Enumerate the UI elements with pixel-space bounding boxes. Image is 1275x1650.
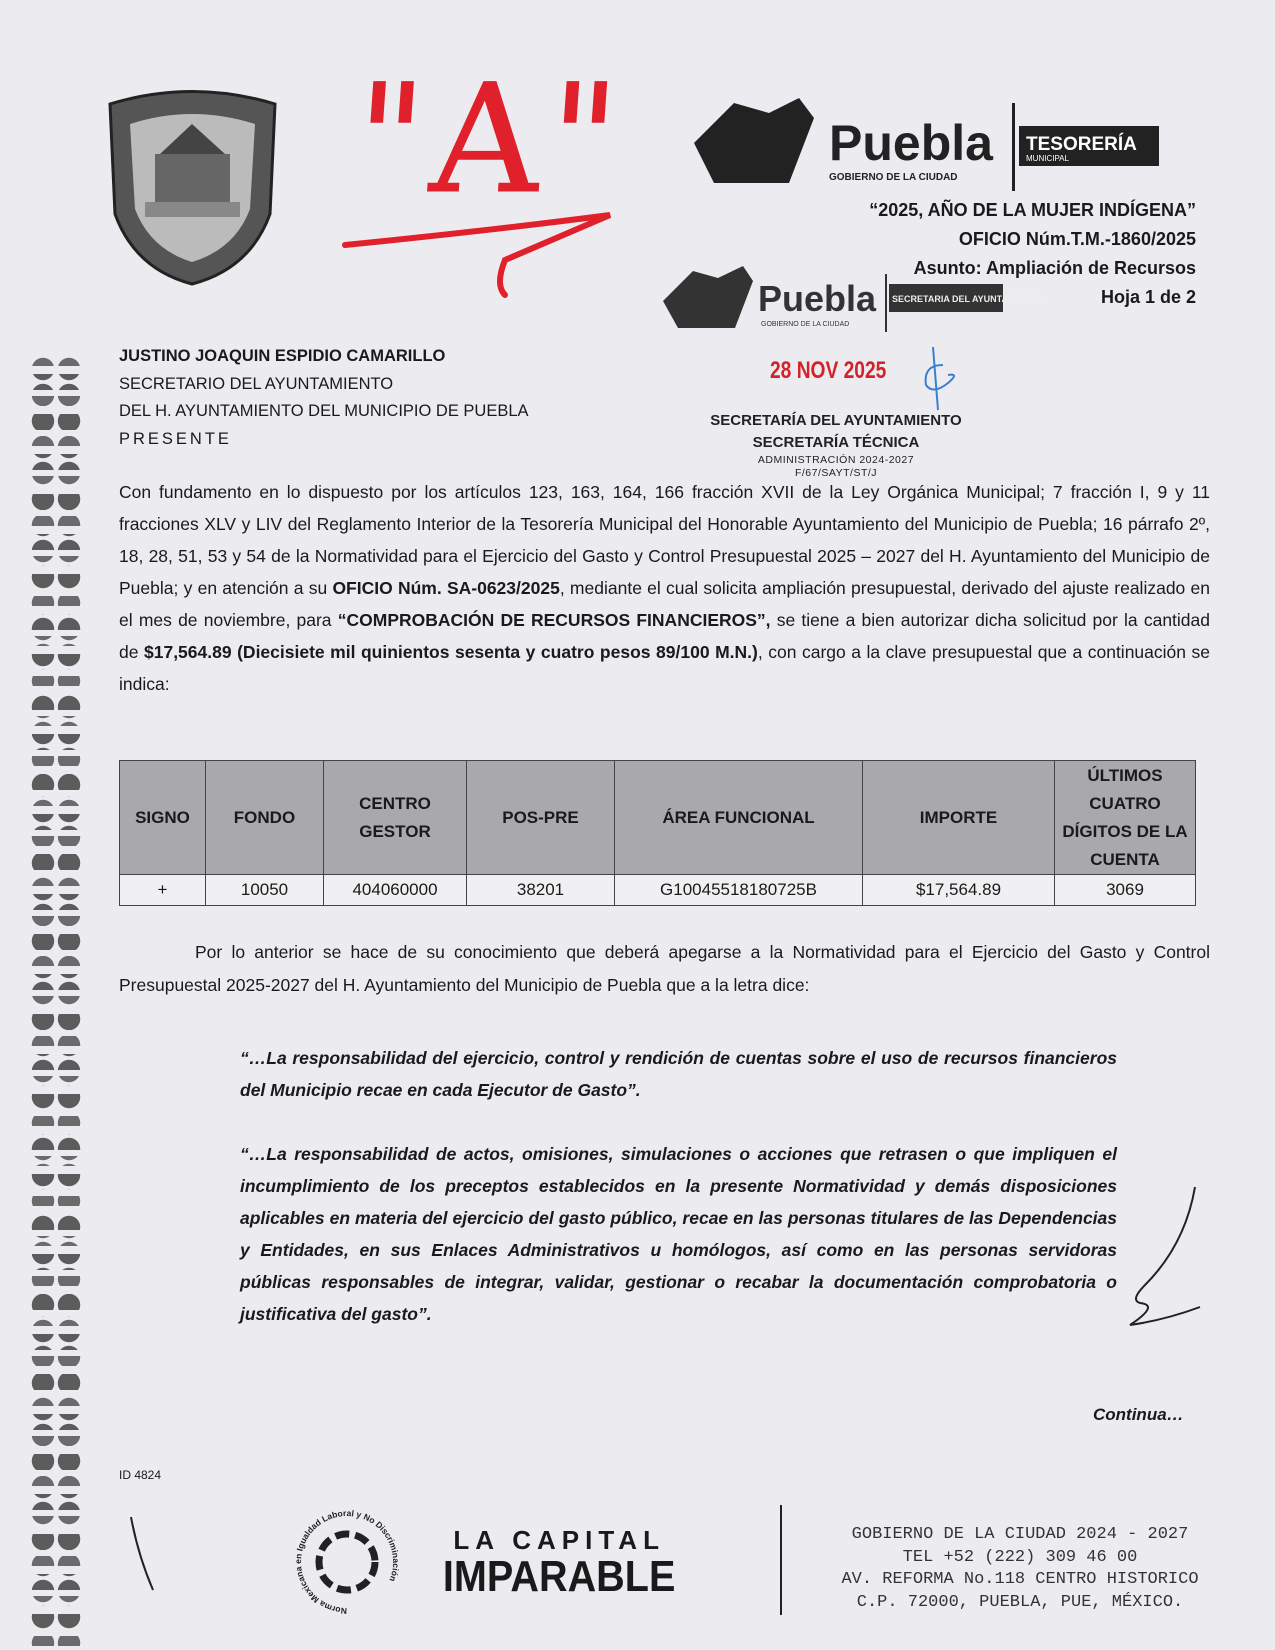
presente: PRESENTE [119,429,232,448]
addressee-title: SECRETARIO DEL AYUNTAMIENTO [119,374,394,393]
handwritten-arrow-mark [345,45,625,300]
stamp-line: ADMINISTRACIÓN 2024-2027 [757,454,915,466]
city-seal-icon [100,84,285,289]
budget-key-table [119,760,1196,906]
continua-label: Continua… [1093,1405,1184,1424]
table-row [120,875,1196,906]
stamp-line: F/67/SAYT/ST/J [794,467,878,479]
footer-line: C.P. 72000, PUEBLA, PUE, MÉXICO. [856,1592,1184,1612]
quote-1: “…La responsabilidad del ejercicio, control y rendición de cuentas sobre el uso de recursos financieros del Municipio recae en cada Ejecutor de Gasto”. [240,1048,1117,1100]
footer-line: TEL +52 (222) 309 46 00 [902,1547,1138,1567]
pen-stroke-mark [128,1515,158,1595]
footer-line: GOBIERNO DE LA CIUDAD 2024 - 2027 [851,1525,1189,1544]
brand-line-1: LA CAPITAL [453,1525,665,1555]
col-fondo: FONDO [206,761,324,875]
badge-text: Norma Mexicana en Igualdad Laboral y No Discriminación [293,1507,402,1617]
document-id: ID 4824 [119,1468,162,1482]
oficio-number: OFICIO Núm.T.M.-1860/2025 [958,229,1196,249]
footer-divider [780,1505,782,1615]
text: , con cargo a la clave presupuestal que a continuación se indica: [119,642,1211,694]
svg-text:GOBIERNO DE LA CIUDAD: GOBIERNO DE LA CIUDAD [829,172,958,183]
table-header-row [120,761,1196,875]
svg-text:GOBIERNO DE LA CIUDAD: GOBIERNO DE LA CIUDAD [761,321,850,328]
year-motto: “2025, AÑO DE LA MUJER INDÍGENA” [869,200,1196,220]
cell: 3069 [1055,875,1196,906]
col-centro-gestor: CENTRO GESTOR [324,761,467,875]
main-paragraph [119,476,1210,700]
secretaria-stamp-logo [663,266,1043,334]
oficio-reference: OFICIO Núm. SA-0623/2025 [332,578,560,598]
text: Con fundamento en lo dispuesto por los artículos 123, 163, 164, 166 fracción XVII de la Ley Orgánica Municipal; 7 fracción I, 9 y 11 fracciones XLV y LIV del Reglamento Interior de la Tesorería Municipal del Honorable Ayuntamiento del Municipio de Puebla; 16 párrafo 2º, 18, 28, 51, 53 y 54 de la Normatividad para el Ejercicio del Gasto y Control Presupuestal 2025 – 2027 del H. Ayuntamiento del Municipio de Puebla; y en atención a su [119,482,1210,598]
col-area-funcional: ÁREA FUNCIONAL [615,761,863,875]
svg-text:TESORERÍA: TESORERÍA [1026,134,1137,155]
footer-line: AV. REFORMA No.118 CENTRO HISTORICO [841,1570,1199,1589]
stamp-line: SECRETARÍA TÉCNICA [752,434,920,451]
col-signo: SIGNO [120,761,206,875]
cell: $17,564.89 [863,875,1055,906]
secretaria-tecnica-stamp [676,410,996,480]
text: , mediante el cual solicita ampliación presupuestal, derivado del ajuste realizado en el mes de noviembre, para [119,578,1210,630]
brand-line-2: IMPARABLE [442,1552,676,1601]
quote-2: “…La responsabilidad de actos, omisiones, simulaciones o acciones que retrasen o que impliquen el incumplimiento de los preceptos establecidos en la presente Normatividad y demás disposiciones aplicables en materia del ejercicio del gasto público, recae en las personas titulares de las Dependencias y Entidades, en sus Enlaces Administrativos u homólogos, así como en las personas servidoras públicas responsables de integrar, validar, gestionar o recabar la documentación comprobatoria o justificativa del gasto”. [240,1144,1117,1324]
cell: 10050 [206,875,324,906]
col-ultimos-digitos: ÚLTIMOS CUATRO DÍGITOS DE LA CUENTA [1055,761,1196,875]
stamp-line: SECRETARÍA DEL AYUNTAMIENTO [710,412,962,429]
text: se tiene a bien autorizar dicha solicitud por la cantidad de [119,610,1211,662]
page-number: Hoja 1 de 2 [1100,287,1196,307]
amount: $17,564.89 (Diecisiete mil quinientos sesenta y cuatro pesos 89/100 M.N.) [144,642,758,662]
decorative-border [30,356,82,1650]
blue-initials-signature [918,345,963,415]
handwritten-signature [1125,1185,1205,1330]
col-pos-pre: POS-PRE [467,761,615,875]
second-paragraph: Por lo anterior se hace de su conocimiento que deberá apegarse a la Normatividad para el Ejercicio del Gasto y Control Presupuestal 2025-2027 del H. Ayuntamiento del Municipio de Puebla que a la letra dice: [119,942,1210,995]
cell: 38201 [467,875,615,906]
cell: G10045518180725B [615,875,863,906]
equality-norm-badge-icon [290,1505,405,1620]
la-capital-imparable-logo [430,1525,688,1601]
handwritten-a-mark: "A" [348,53,632,227]
subject: Asunto: Ampliación de Recursos [913,258,1196,278]
cell: + [120,875,206,906]
svg-text:SECRETARIA DEL AYUNTAMIENTO: SECRETARIA DEL AYUNTAMIENTO [892,294,1043,304]
svg-text:Norma Mexicana en Igualdad Lab [293,1508,401,1616]
concept: “COMPROBACIÓN DE RECURSOS FINANCIEROS”, [337,610,771,630]
addressee-org: DEL H. AYUNTAMIENTO DEL MUNICIPIO DE PUEBLA [119,402,529,420]
received-date-stamp: 28 NOV 2025 [770,357,887,384]
puebla-tesoreria-logo [694,98,1164,193]
addressee-name: JUSTINO JOAQUIN ESPIDIO CAMARILLO [119,347,446,365]
cell: 404060000 [324,875,467,906]
svg-text:MUNICIPAL: MUNICIPAL [1026,154,1069,163]
footer-address [805,1524,1235,1614]
col-importe: IMPORTE [863,761,1055,875]
addressee-block [119,343,529,453]
svg-text:Puebla: Puebla [758,278,877,319]
svg-text:Puebla: Puebla [829,115,993,171]
